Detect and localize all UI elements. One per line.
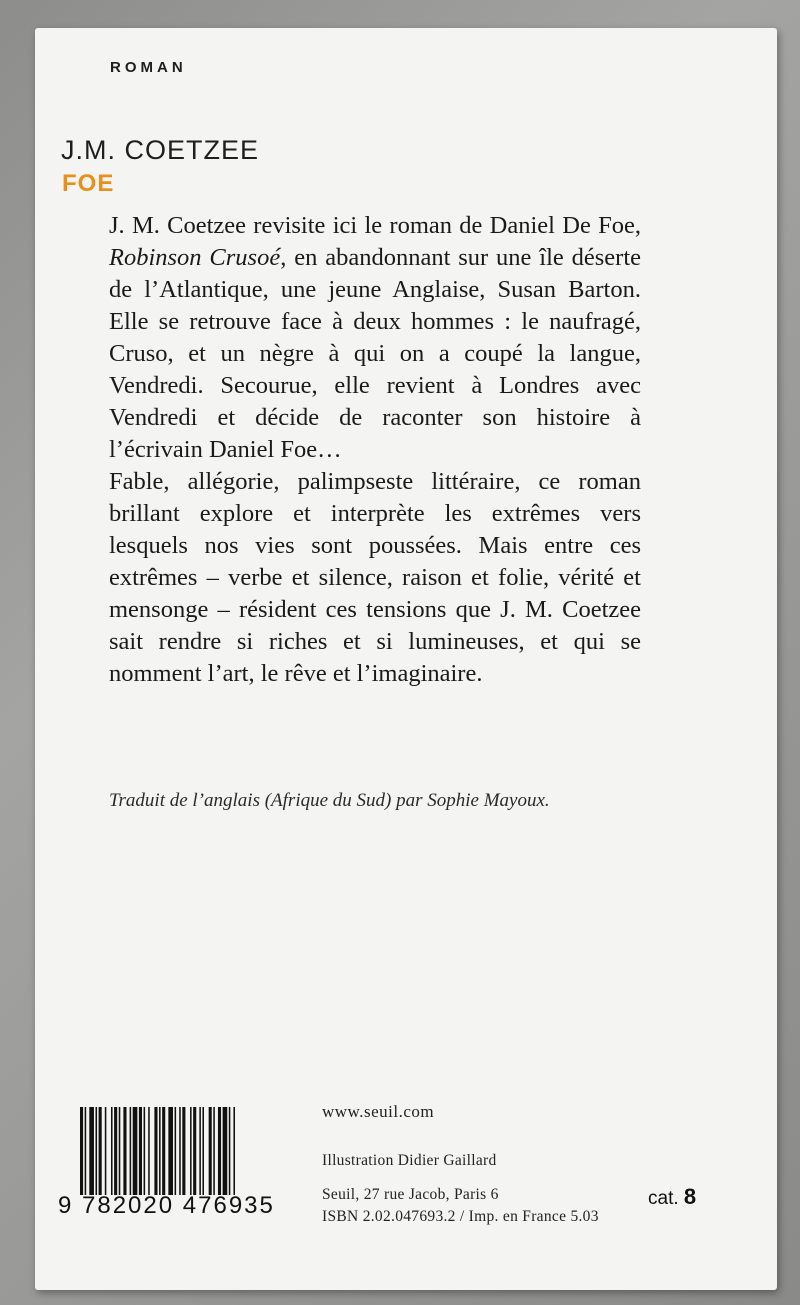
blurb-paragraph-2: Fable, allégorie, palimpseste littéraire, ce roman brillant explore et interprète les extrêmes vers lesquels nos vies sont poussées. Mais entre ces extrêmes – verbe et silence, raison et folie, vérité et mensonge – résident ces tensions que J. M. Coetzee sait rendre si riches et si lumineuses, et qui se nomment l’art, le rêve et l’imaginaire. <box>109 468 641 687</box>
category-code <box>648 1184 696 1210</box>
publisher-address: Seuil, 27 rue Jacob, Paris 6 <box>322 1186 499 1203</box>
blurb-p1-start: J. M. Coetzee revisite ici le roman de Daniel De Foe, <box>109 212 641 239</box>
credits-block <box>322 1150 599 1228</box>
blurb-p1-end: , en abandonnant sur une île déserte de l’Atlantique, une jeune Anglaise, Susan Barton. Elle se retrouve face à deux hommes : le naufragé, Cruso, et un nègre à qui on a coupé la langue, Vendredi. Secourue, elle revient à Londres avec Vendredi et décide de raconter son histoire à l’écrivain Daniel Foe… <box>109 244 642 463</box>
isbn-line: ISBN 2.02.047693.2 / Imp. en France 5.03 <box>322 1208 599 1225</box>
illustration-credit: Illustration Didier Gaillard <box>322 1152 497 1169</box>
blurb <box>109 210 641 690</box>
publisher-website: www.seuil.com <box>322 1102 435 1121</box>
category-label: ROMAN <box>110 59 187 76</box>
book-title: FOE <box>62 170 115 197</box>
author-name: J.M. COETZEE <box>61 135 260 165</box>
blurb-paragraph-1 <box>109 210 641 466</box>
cat-value: 8 <box>683 1184 697 1209</box>
barcode-digits: 9 782020 476935 <box>58 1192 275 1219</box>
barcode <box>58 1102 298 1228</box>
blurb-p1-italic: Robinson Crusoé <box>109 244 281 271</box>
cat-label: cat. <box>648 1188 679 1209</box>
barcode-bars <box>80 1107 298 1195</box>
translator-credit: Traduit de l’anglais (Afrique du Sud) par Sophie Mayoux. <box>109 790 550 811</box>
